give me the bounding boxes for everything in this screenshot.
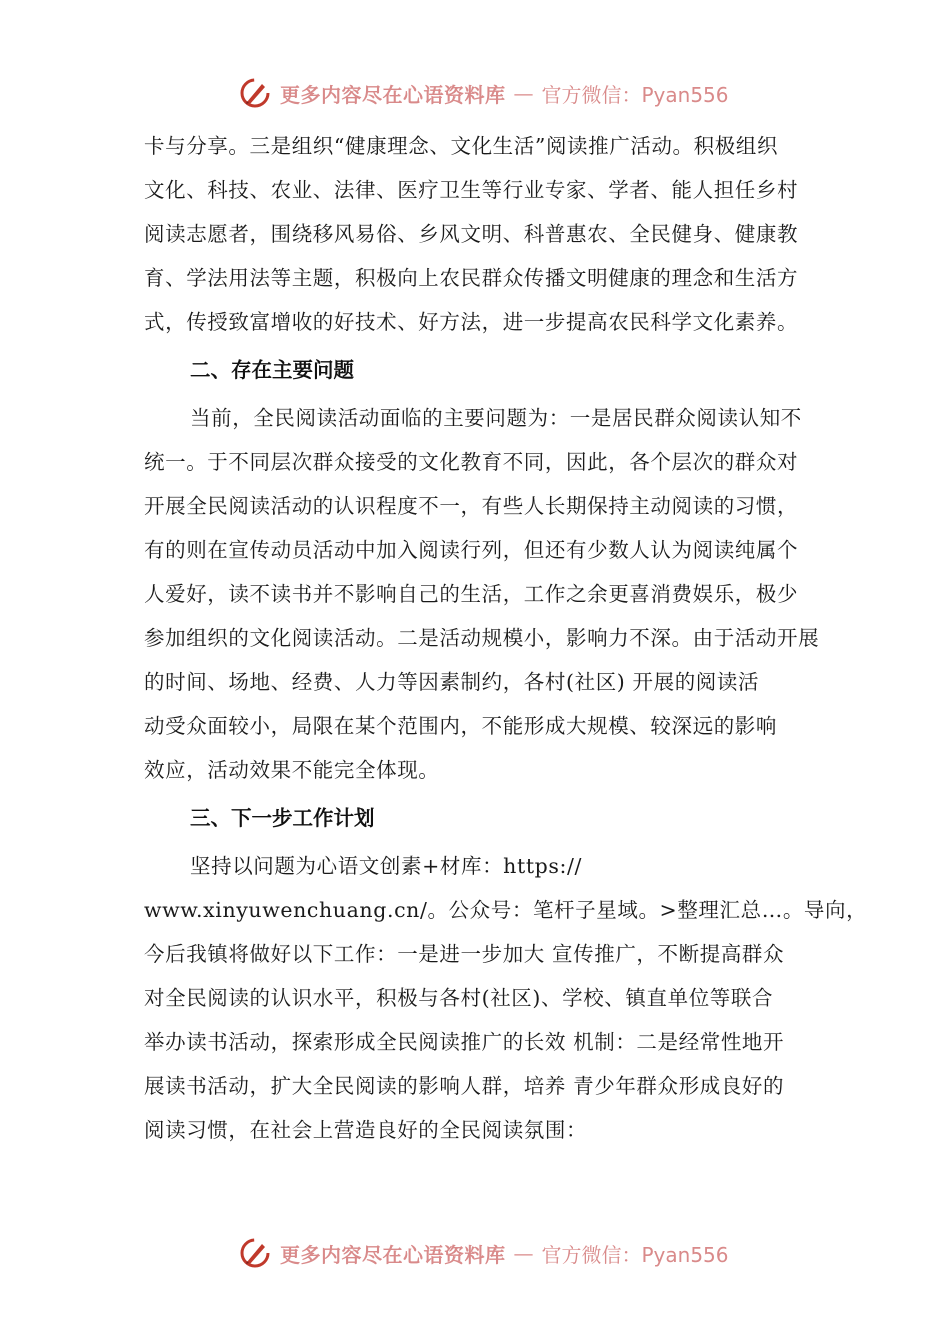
watermark-separator: —	[513, 81, 534, 105]
paragraph-line: 有的则在宣传动员活动中加入阅读行列，但还有少数人认为阅读纯属个	[144, 538, 799, 562]
paragraph-line: 阅读习惯，在社会上营造良好的全民阅读氛围：	[144, 1118, 588, 1142]
paragraph-line: 动受众面较小，局限在某个范围内，不能形成大规模、较深远的影响	[144, 714, 777, 738]
watermark-suffix: 官方微信：Pyan556	[541, 1242, 729, 1267]
section-3-body	[144, 844, 868, 1152]
watermark-text: 更多内容尽在心语资料库	[280, 82, 506, 107]
watermark-text: 更多内容尽在心语资料库	[280, 1242, 506, 1267]
watermark-suffix: 官方微信：Pyan556	[541, 82, 729, 107]
paragraph-line: 对全民阅读的认识水平，积极与各村(社区)、学校、镇直单位等联合	[144, 986, 774, 1010]
paragraph-line: 育、学法用法等主题，积极向上农民群众传播文明健康的理念和生活方	[144, 266, 799, 290]
paragraph-line: 当前，全民阅读活动面临的主要问题为：一是居民群众阅读认知不	[190, 406, 802, 430]
paragraph-line: 展读书活动，扩大全民阅读的影响人群，培养 青少年群众形成良好的	[144, 1074, 785, 1098]
footer-watermark	[238, 1233, 729, 1273]
paragraph-line: 坚持以问题为心语文创素+材库：https://	[190, 854, 583, 878]
brush-pen-logo-icon	[238, 76, 272, 110]
section-2-body	[144, 396, 844, 792]
paragraph-line: 参加组织的文化阅读活动。二是活动规模小，影响力不深。由于活动开展	[144, 626, 820, 650]
paragraph-line: 阅读志愿者，围绕移风易俗、乡风文明、科普惠农、全民健身、健康教	[144, 222, 799, 246]
paragraph-line: 卡与分享。三是组织“健康理念、文化生活”阅读推广活动。积极组织	[144, 134, 779, 158]
paragraph-line: 今后我镇将做好以下工作：一是进一步加大 宣传推广，不断提高群众	[144, 942, 785, 966]
document-body	[144, 124, 868, 1152]
paragraph-line: 的时间、场地、经费、人力等因素制约，各村(社区) 开展的阅读活	[144, 670, 760, 694]
paragraph-line: 效应，活动效果不能完全体现。	[144, 758, 440, 782]
paragraph-line: 式，传授致富增收的好技术、好方法，进一步提高农民科学文化素养。	[144, 310, 799, 334]
brush-pen-logo-icon	[238, 1236, 272, 1270]
paragraph-line: 文化、科技、农业、法律、医疗卫生等行业专家、学者、能人担任乡村	[144, 178, 799, 202]
section-1-tail	[144, 124, 844, 344]
paragraph-line: www.xinyuwenchuang.cn/。公众号：笔杆子星域。>整理汇总…。导向，	[144, 898, 868, 922]
paragraph-line: 开展全民阅读活动的认识程度不一，有些人长期保持主动阅读的习惯，	[144, 494, 799, 518]
paragraph-line: 人爱好，读不读书并不影响自己的生活，工作之余更喜消费娱乐，极少	[144, 582, 799, 606]
watermark-separator: —	[513, 1241, 534, 1265]
paragraph-line: 举办读书活动，探索形成全民阅读推广的长效 机制：二是经常性地开	[144, 1030, 785, 1054]
section-heading-3: 三、下一步工作计划	[190, 806, 375, 830]
paragraph-line: 统一。于不同层次群众接受的文化教育不同，因此，各个层次的群众对	[144, 450, 799, 474]
section-heading-2: 二、存在主要问题	[190, 358, 354, 382]
header-watermark	[238, 73, 729, 113]
